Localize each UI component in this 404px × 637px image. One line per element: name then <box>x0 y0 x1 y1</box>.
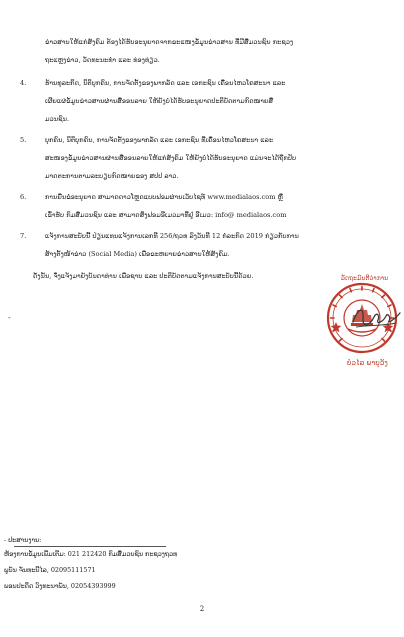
item-5-line-3: ມາດຕະການຕາມລະບຽບກົດໝາຍຂອງ ສປປ ລາວ. <box>45 172 179 180</box>
item-5-line-2: ສະໜອງຂໍ້ມູນຂ່າວສານຜ່ານສື່ອອນລາຍໃຫ້ແກ່ສັງຄົມ ໃຫ້ຍັງບໍ່ໄດ້ຮັບອະນຸຍາດ ແມ່ນຈະໄດ້ຖືກປັບ <box>45 154 297 162</box>
item-6-line-1: ການຍື່ນຂໍອະນຸຍາດ ສາມາດດາວໂຫຼດແບບຟອມຜ່ານເວັບໄຊທ໌ www.medialaos.com ຫຼື <box>45 193 283 201</box>
item-5-line-1: ບຸກຄົນ, ນິຕິບຸກຄົນ, ການຈັດຕັ້ງຂອງພາກລັດ ແລະ ເອກະຊົນ ທີ່ເຄື່ອນໄຫວໂຄສະນາ ແລະ <box>45 136 274 144</box>
item-4-line-1: ຮ້ານທຸລະກິດ, ນິຕິບຸກຄົນ, ການຈັດຕັ້ງຂອງພາກລັດ ແລະ ເອກະຊົນ ເຄື່ອນໄຫວໂຄສະນາ ແລະ <box>45 79 286 87</box>
item-4-number: 4. <box>20 79 27 87</box>
signer-name: ບໍວໄລ ພາບຸວັງ <box>347 358 388 367</box>
contact-line-1: ຫ້ອງການຂໍ້ມູນເພີ່ມເຕີມ: 021 212420 ກົມສື່ມວນຊົນ ກະຊວງຖວທ <box>4 550 178 558</box>
cc-heading: - ປະສານງານ: <box>4 536 42 544</box>
intro-line-2: ຖະແຫຼງຂ່າວ, ວັດທະນະທຳ ແລະ ທ່ອງທ່ຽວ. <box>45 56 160 64</box>
item-6-line-2: ເຂົ້າຮັບ ກົມສື່ມວນຊົນ ແລະ ສາມາດສົ່ງຟອມອີເມວມາທີ່ຢູ່ ອີເມວ: info@ medialaos.com <box>45 211 287 219</box>
margin-mark: - <box>8 313 11 322</box>
contact-line-2: ພູນັນ ຈັນທະນີໄລ, 02095111571 <box>4 566 96 574</box>
item-4-line-2: ເຜີຍແຜ່ຂໍ້ມູນຂ່າວສານຜ່ານສື່ອອນລາຍ ໃຫ້ຍັງບໍ່ໄດ້ຮັບອະນຸຍາດປະຕິບັດຕາມກົດໝາຍສື່ <box>45 97 274 105</box>
item-4-line-3: ມວນຊົນ. <box>45 115 70 123</box>
closing-statement: ດັ່ງນັ້ນ, ຈຶ່ງແຈ້ງມາຍັງບັນດາທ່ານ ເພື່ອຊາບ ແລະ ປະຕິບັດຕາມແຈ້ງການສະບັບນີ້ດ້ວຍ. <box>33 272 254 280</box>
cc-divider <box>14 546 166 547</box>
page-number: 2 <box>199 605 205 613</box>
item-5-number: 5. <box>20 136 27 144</box>
item-7-number: 7. <box>20 232 27 240</box>
contact-line-3: ພອນປະດິດ ວົງທະນາພັນ, 02054393999 <box>4 582 116 590</box>
intro-line-1: ຂ່າວສານໃຫ້ແກ່ສັງຄົມ ຕ້ອງໄດ້ຮັບອະນຸຍາດຈາກຂະແໜງຂໍ້ມູນຂ່າວສານ ທີ່ມີສື່ມວນຊົນ ກະຊວງ <box>45 38 294 46</box>
item-7-line-1: ແຈ້ງການສະບັບນີ້ ປ່ຽນແທນແຈ້ງການເລກທີ 256/ຖວທ ລົງວັນທີ 12 ກໍລະກົດ 2019 ກ່ຽວກັບການ <box>45 232 299 240</box>
item-6-number: 6. <box>20 193 27 201</box>
item-7-line-2: ສ້າງຕັ້ງໜ້າຂ່າວ (Social Media) ເພື່ອຂະຫຍາຍຂ່າວສານໃຫ້ສັງຄົມ. <box>45 250 230 258</box>
seal-title: ລັດຖະມົນຕີວ່າການ <box>341 275 389 282</box>
handwritten-signature <box>350 300 402 336</box>
